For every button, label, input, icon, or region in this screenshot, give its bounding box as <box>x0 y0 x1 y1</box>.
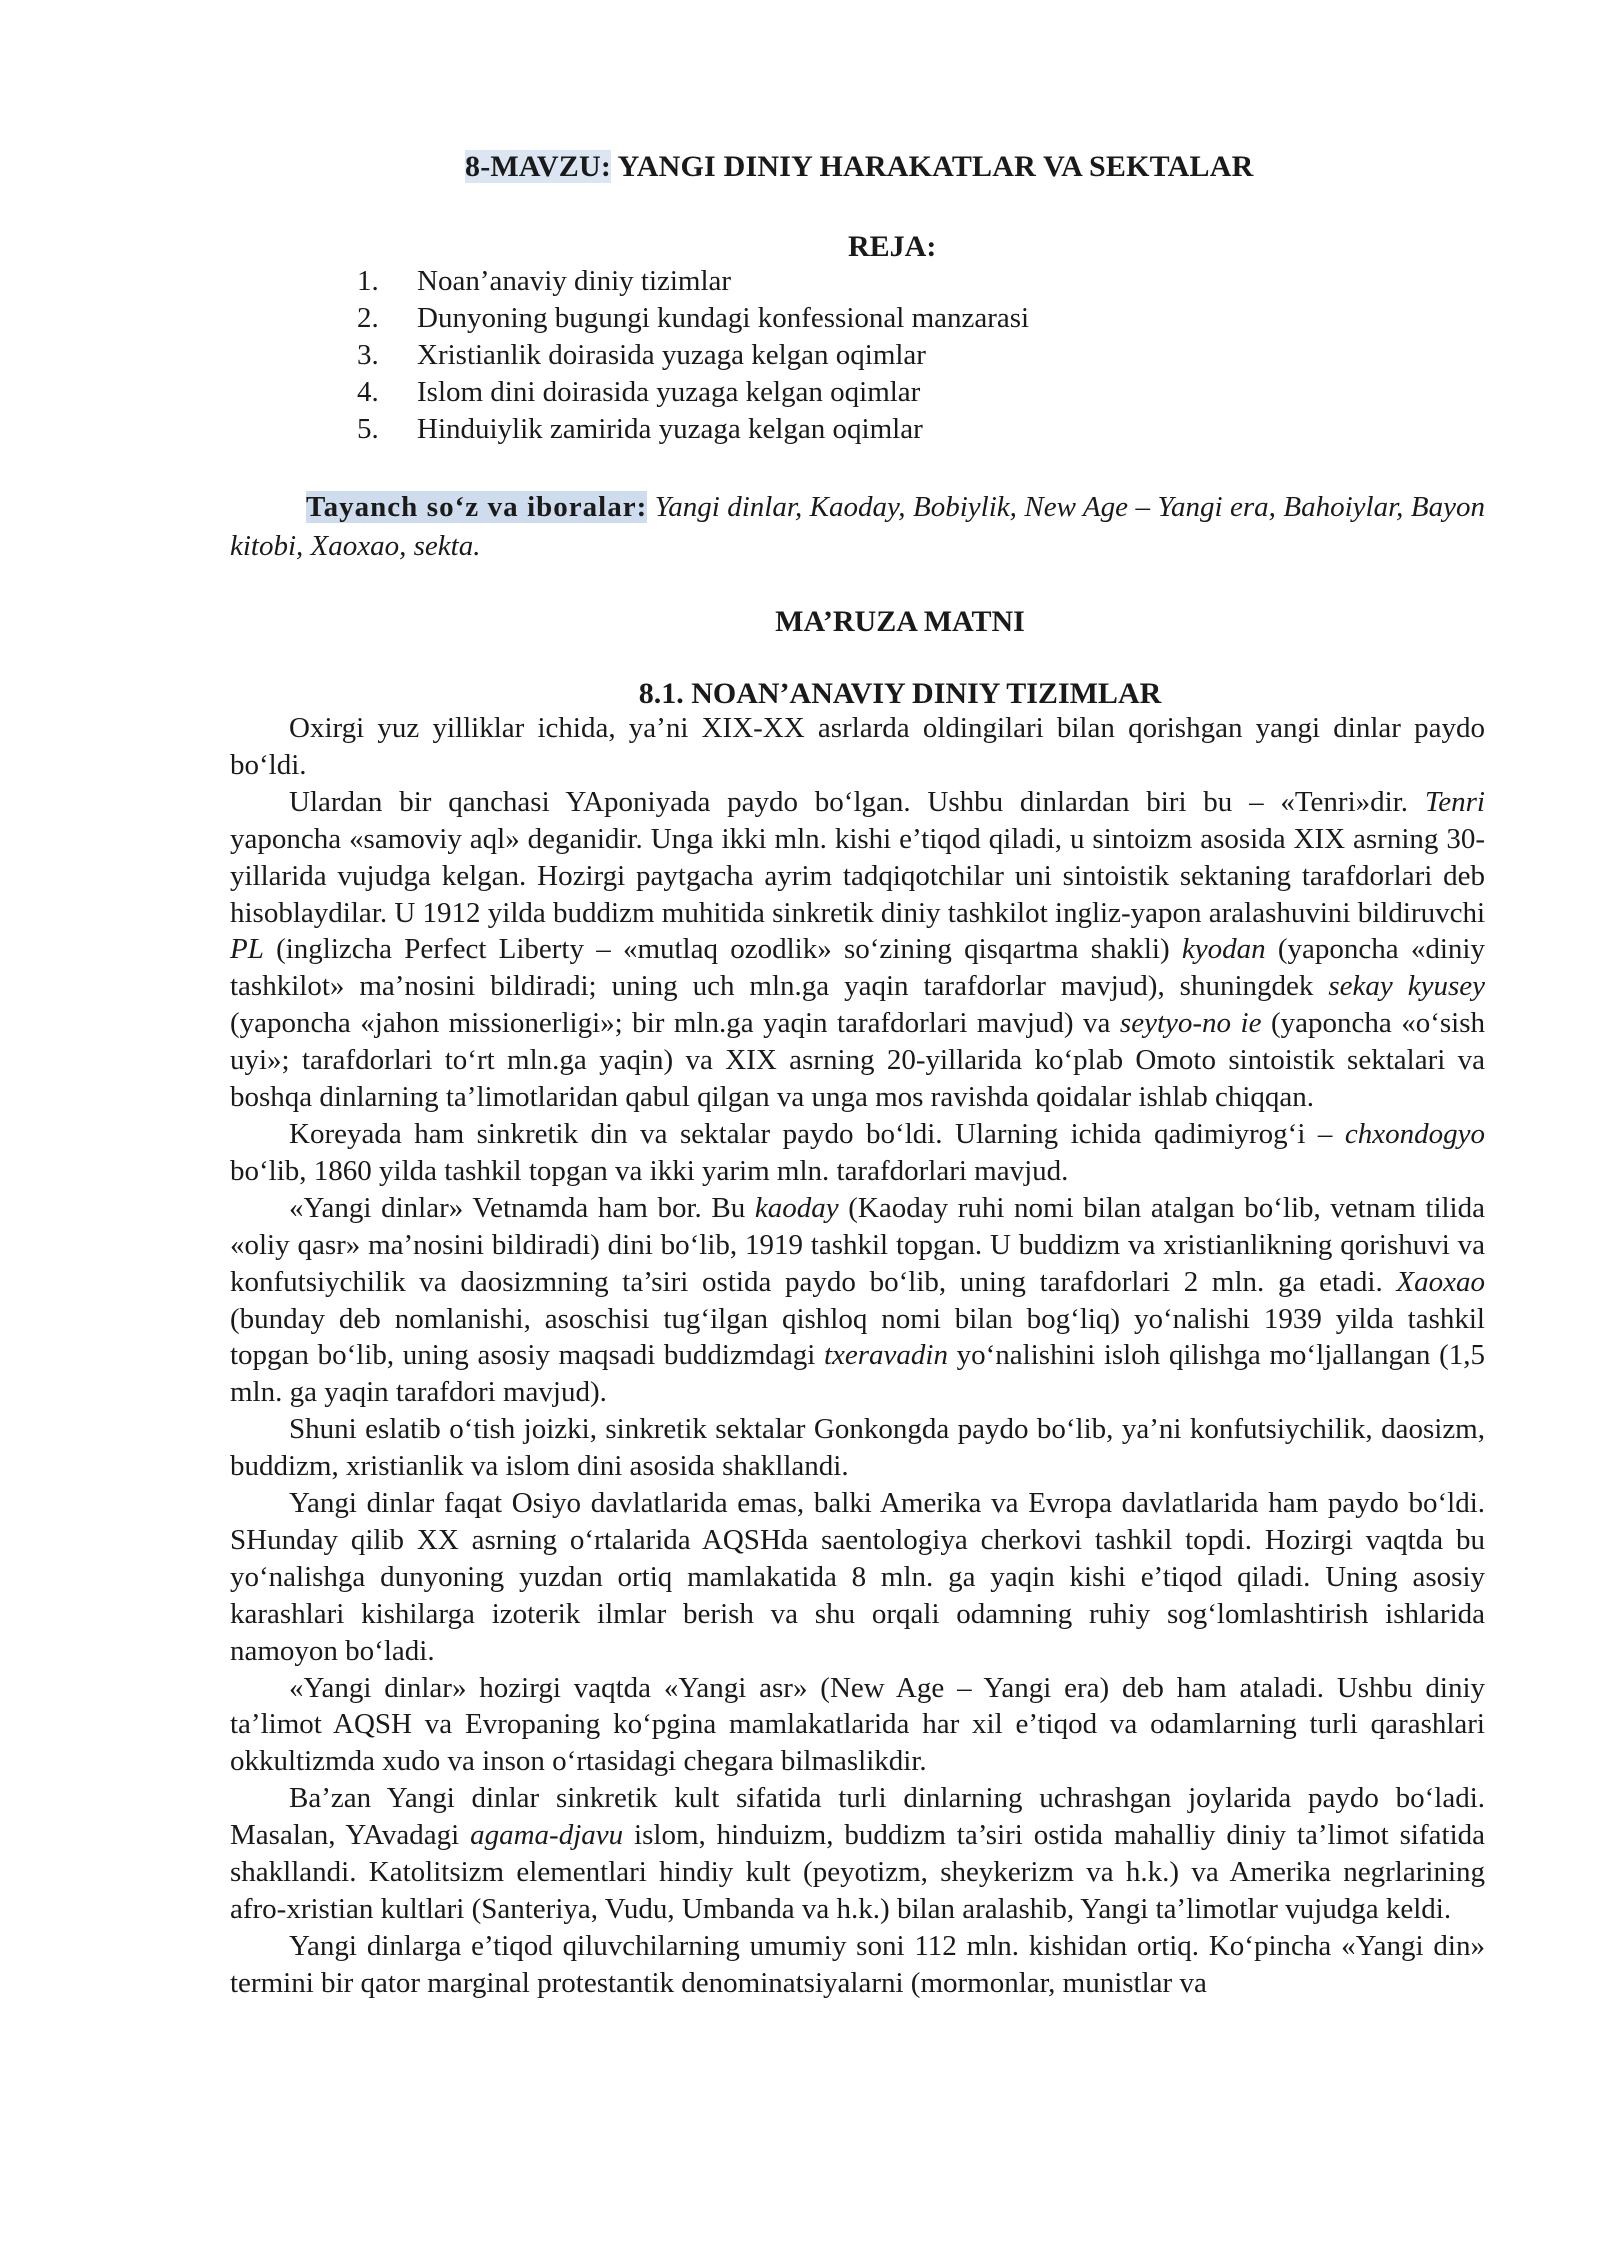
text-run: (Kaoday ruhi nomi bilan atalgan bo‘lib, vetnam tilida «oliy qasr» ma’nosini bildiradi) dini bo‘lib, 1919 tashkil topgan. U buddizm va xristianlikning qorishuvi va konfutsiychilik va daosizmning ta’siri ostida paydo bo‘lib, uning tarafdorlari 2 mln. ga etadi. <box>230 1191 1485 1298</box>
lecture-heading: MA’RUZA MATNI <box>775 605 1025 638</box>
plan-item <box>357 263 1029 300</box>
plan-list <box>357 263 1029 448</box>
plan-item-text: Xristianlik doirasida yuzaga kelgan oqimlar <box>417 339 926 371</box>
text-run: (yaponcha «o‘sish uyi»; tarafdorlari to‘rt mln.ga yaqin) va XIX asrning 20-yillarida ko‘plab Omoto sintoistik sektalari va boshqa dinlarning ta’limotlaridan qabul qilgan va unga mos ravishda qoidalar ishlab chiqqan. <box>230 1007 1486 1114</box>
text-run: (yaponcha «jahon missionerligi»; bir mln.ga yaqin tarafdorlari mavjud) va <box>230 1007 1120 1040</box>
text-run: bo‘lib, 1860 yilda tashkil topgan va ikki yarim mln. tarafdorlari mavjud. <box>230 1154 1069 1187</box>
body-paragraph <box>230 784 1485 1116</box>
text-run: Ba’zan Yangi dinlar sinkretik kult sifatida turli dinlarning uchrashgan joylarida paydo bo‘ladi. Masalan, YAvadagi <box>230 1782 1485 1852</box>
body-paragraph: Oxirgi yuz yilliklar ichida, ya’ni XIX-XX asrlarda oldingilari bilan qorishgan yangi dinlar paydo bo‘ldi. <box>230 712 1485 781</box>
body-paragraph <box>230 1116 1485 1190</box>
plan-item-number: 2. <box>357 302 379 334</box>
plan-item-number: 5. <box>357 413 379 445</box>
keywords-list: Yangi dinlar, Kaoday, Bobiylik, New Age – Yangi era, Bahoiylar, Bayon kitobi, Xaoxao, sekta. <box>230 491 1485 562</box>
term-tenri: Tenri <box>1424 785 1485 818</box>
plan-item <box>357 300 1029 337</box>
text-run: yo‘nalishini isloh qilishga mo‘ljallangan (1,5 mln. ga yaqin tarafdori mavjud). <box>230 1339 1485 1409</box>
text-run: yaponcha «samoviy aql» deganidir. Unga ikki mln. kishi e’tiqod qiladi, u sintoizm asosida XIX asrning 30-yillarida vujudga kelgan. Hozirgi paytgacha ayrim tadqiqotchilar uni sintoistik sektaning tarafdorlari deb hisoblaydilar. U 1912 yilda buddizm muhitida sinkretik diniy tashkilot ingliz-yapon aralashuvini bildiruvchi <box>230 822 1485 929</box>
term-pl: PL <box>230 933 264 966</box>
plan-item <box>357 411 1029 448</box>
keywords-label <box>306 491 647 523</box>
lecture-body <box>230 710 1485 2002</box>
text-run: Ulardan bir qanchasi YAponiyada paydo bo‘lgan. Ushbu dinlardan biri bu – «Tenri»dir. <box>289 785 1425 818</box>
text-run: «Yangi dinlar» Vetnamda ham bor. Bu <box>289 1191 755 1224</box>
text-run: (inglizcha Perfect Liberty – «mutlaq ozodlik» so‘zining qisqartma shakli) <box>263 933 1182 966</box>
plan-heading: REJA: <box>848 230 937 263</box>
term-xaoxao: Xaoxao <box>1396 1265 1485 1298</box>
plan-item <box>357 374 1029 411</box>
term-sekay-kyusey: sekay kyusey <box>1328 970 1485 1003</box>
body-paragraph <box>230 1190 1485 1411</box>
plan-item <box>357 337 1029 374</box>
term-chxondogyo: chxondogyo <box>1344 1117 1485 1150</box>
plan-item-number: 4. <box>357 376 379 408</box>
plan-item-text: Hinduiylik zamirida yuzaga kelgan oqimlar <box>417 413 923 445</box>
term-agama-djavu: agama-djavu <box>470 1819 624 1852</box>
plan-item-text: Noan’anaviy diniy tizimlar <box>417 265 732 297</box>
plan-item-text: Dunyoning bugungi kundagi konfessional manzarasi <box>417 302 1030 334</box>
page-title <box>465 150 1253 184</box>
keywords-paragraph <box>230 488 1485 566</box>
body-paragraph: Shuni eslatib o‘tish joizki, sinkretik sektalar Gonkongda paydo bo‘lib, ya’ni konfutsiychilik, daosizm, buddizm, xristianlik va islom dini asosida shakllandi. <box>230 1413 1485 1483</box>
text-run: (yaponcha «diniy tashkilot» ma’nosini bildiradi; uning uch mln.ga yaqin tarafdorlar mavjud), shuningdek <box>230 933 1485 1003</box>
text-run: Koreyada ham sinkretik din va sektalar paydo bo‘ldi. Ularning ichida qadimiyrog‘i – <box>289 1117 1345 1150</box>
body-paragraph <box>230 1780 1485 1928</box>
title-text: YANGI DINIY HARAKATLAR VA SEKTALAR <box>611 150 1254 183</box>
text-run: (bunday deb nomlanishi, asoschisi tug‘ilgan qishloq nomi bilan bog‘liq) yo‘nalishi 1939 yilda tashkil topgan bo‘lib, uning asosiy maqsadi buddizmdagi <box>230 1302 1485 1372</box>
keywords-label-text: Tayanch so‘z va iboralar: <box>306 491 648 523</box>
body-paragraph: Yangi dinlar faqat Osiyo davlatlarida emas, balki Amerika va Evropa davlatlarida ham paydo bo‘ldi. SHunday qilib XX asrning o‘rtalarida AQSHda saentologiya cherkovi tashkil topdi. Hozirgi vaqtda bu yo‘nalishga dunyoning yuzdan ortiq mamlakatida 8 mln. ga yaqin kishi e’tiqod qiladi. Uning asosiy karashlari kishilarga izoterik ilmlar berish va shu orqali odamning ruhiy sog‘lomlashtirish ishlarida namoyon bo‘ladi. <box>230 1487 1485 1667</box>
body-paragraph: «Yangi dinlar» hozirgi vaqtda «Yangi asr» (New Age – Yangi era) deb ham ataladi. Ushbu diniy ta’limot AQSH va Evropaning ko‘pgina mamlakatlarida har xil e’tiqod va odamlarning turli qarashlari okkultizmda xudo va inson o‘rtasidagi chegara bilmaslikdir. <box>230 1671 1485 1778</box>
title-topic-number: 8-MAVZU: <box>465 150 612 183</box>
term-kaoday: kaoday <box>754 1191 839 1224</box>
plan-item-number: 1. <box>357 265 379 297</box>
term-kyodan: kyodan <box>1181 933 1266 966</box>
text-run: islom, hinduizm, buddizm ta’siri ostida mahalliy diniy ta’limot sifatida shakllandi. Katolitsizm elementlari hindiy kult (peyotizm, sheykerizm va h.k.) va Amerika negrlarining afro-xristian kultlari (Santeriya, Vudu, Umbanda va h.k.) bilan aralashib, Yangi ta’limotlar vujudga keldi. <box>230 1819 1485 1925</box>
plan-item-number: 3. <box>357 339 379 371</box>
term-seytyo-no-ie: seytyo-no ie <box>1119 1007 1262 1040</box>
term-txeravadin: txeravadin <box>823 1339 948 1372</box>
body-paragraph: Yangi dinlarga e’tiqod qiluvchilarning umumiy soni 112 mln. kishidan ortiq. Ko‘pincha «Yangi din» termini bir qator marginal protestantik denominatsiyalarni (mormonlar, munistlar va <box>230 1929 1485 1999</box>
plan-item-text: Islom dini doirasida yuzaga kelgan oqimlar <box>417 376 921 408</box>
section-heading: 8.1. NOAN’ANAVIY DINIY TIZIMLAR <box>638 677 1162 710</box>
